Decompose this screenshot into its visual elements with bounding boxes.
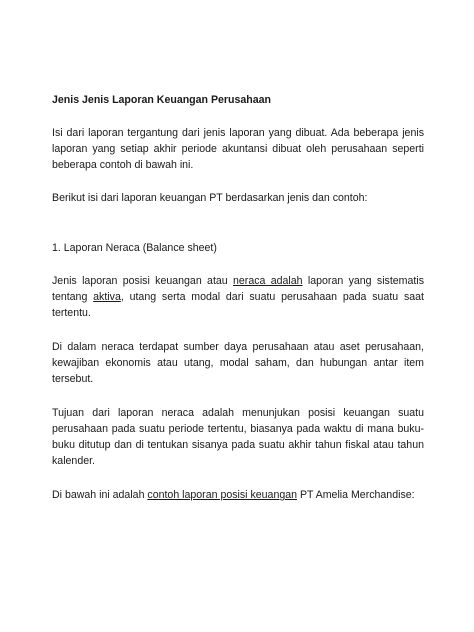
lead-paragraph: Berikut isi dari laporan keuangan PT berdasarkan jenis dan contoh:	[52, 192, 368, 204]
contoh-paragraph	[52, 487, 424, 503]
contoh-laporan-link[interactable]: contoh laporan posisi keuangan	[147, 489, 298, 501]
neraca-paragraph	[52, 273, 424, 321]
contoh-text-start: Di bawah ini adalah	[52, 489, 148, 501]
tujuan-paragraph: Tujuan dari laporan neraca adalah menunjukan posisi keuangan suatu perusahaan pada suatu periode tertentu, biasanya pada waktu di mana buku-buku ditutup dan di tentukan sisanya pada suatu akhir tahun fiskal atau tahun kalender.	[52, 407, 424, 467]
document-title: Jenis Jenis Laporan Keuangan Perusahaan	[52, 94, 272, 106]
aktiva-link[interactable]: aktiva	[93, 291, 121, 303]
intro-paragraph: Isi dari laporan tergantung dari jenis laporan yang dibuat. Ada beberapa jenis laporan yang setiap akhir periode akuntansi dibuat oleh perusahaan seperti beberapa contoh di bawah ini.	[52, 127, 424, 171]
sumber-daya-paragraph: Di dalam neraca terdapat sumber daya perusahaan atau aset perusahaan, kewajiban ekonomis atau utang, modal saham, dan hubungan antar item tersebut.	[52, 341, 424, 385]
neraca-text-start: Jenis laporan posisi keuangan atau	[52, 275, 234, 287]
document-body	[52, 92, 424, 503]
neraca-text-middle: laporan yang sistematis tentang	[52, 275, 424, 303]
contoh-text-end: PT Amelia Merchandise:	[297, 489, 415, 501]
neraca-adalah-link[interactable]: neraca adalah	[233, 275, 303, 287]
neraca-text-end: , utang serta modal dari suatu perusahaan pada suatu saat tertentu.	[52, 291, 424, 319]
section-heading: 1. Laporan Neraca (Balance sheet)	[52, 242, 217, 254]
